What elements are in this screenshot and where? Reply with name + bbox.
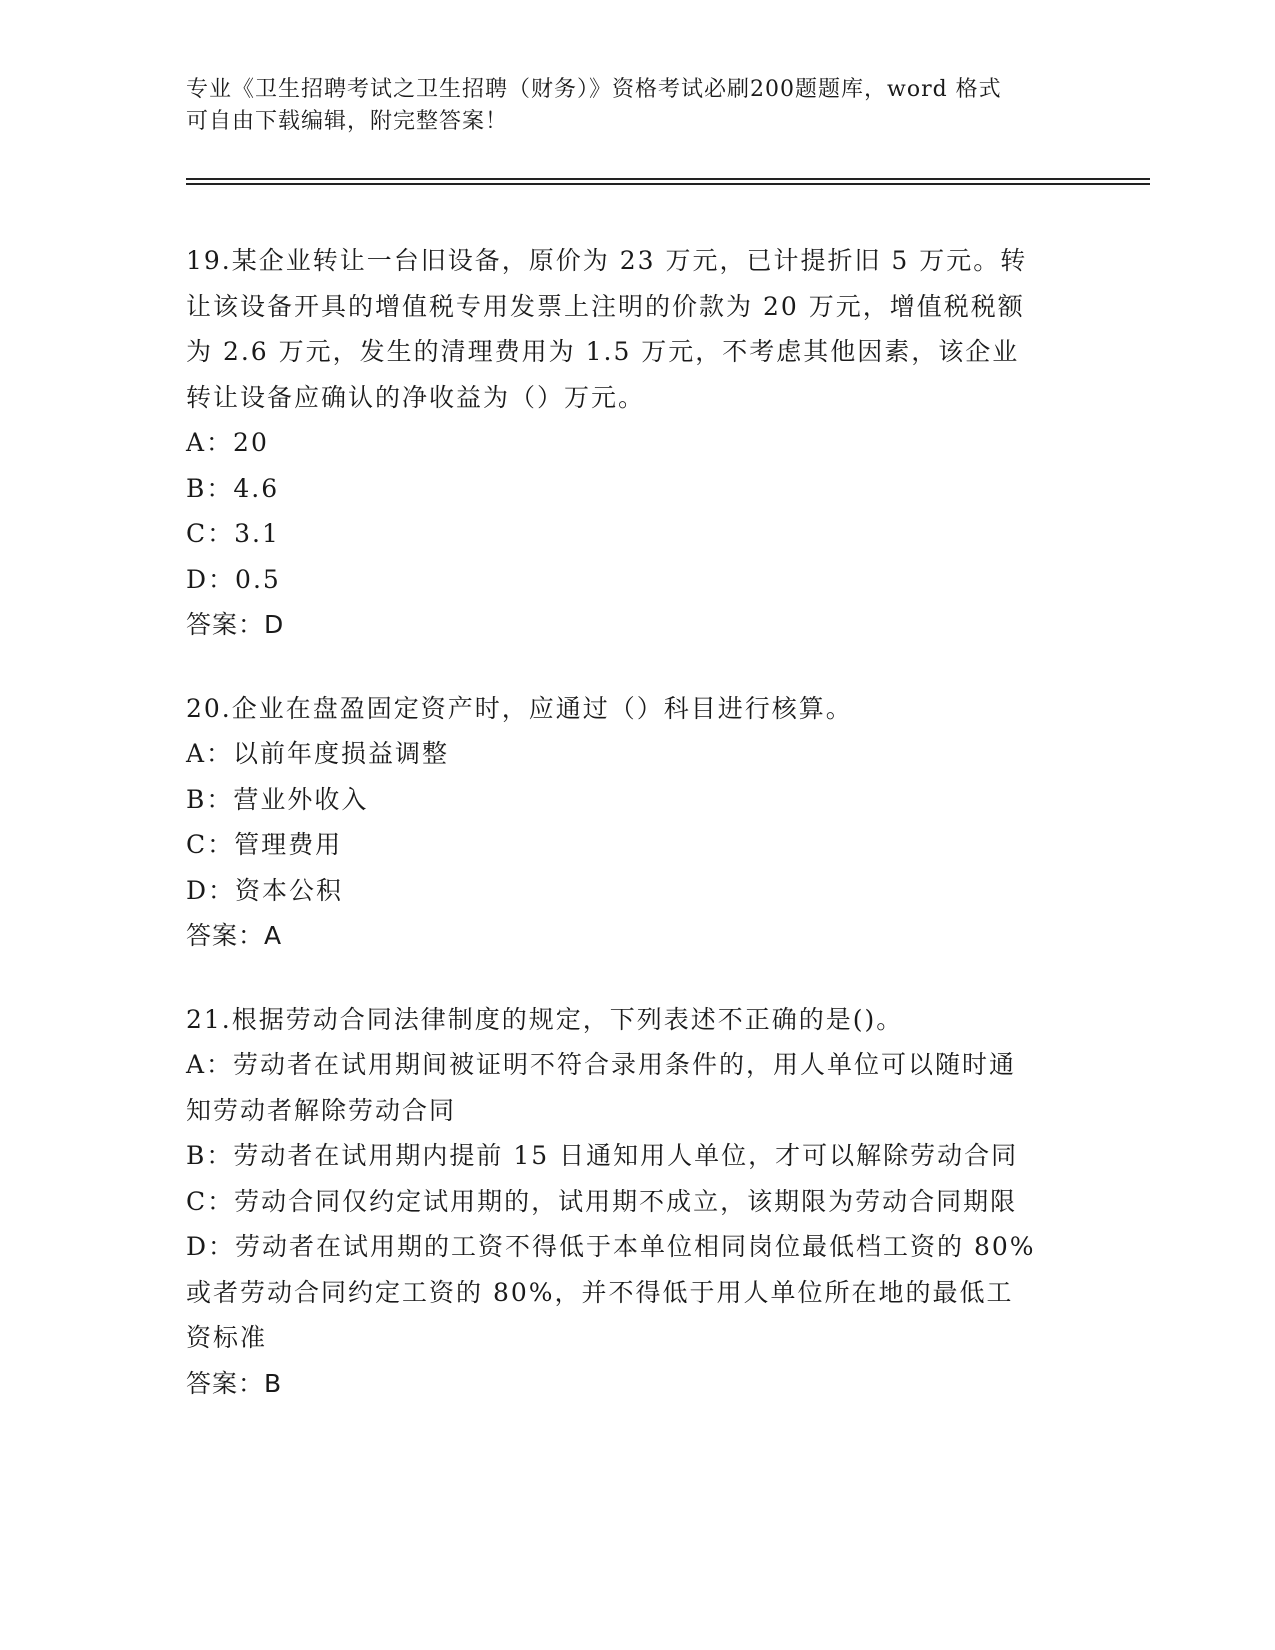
document-header	[186, 74, 1086, 138]
question-list	[186, 238, 1086, 1444]
option-b: B：营业外收入	[186, 784, 369, 814]
option-c: C：管理费用	[186, 830, 343, 859]
option-d-line-3: 资标准	[186, 1323, 268, 1352]
question-text-line: 19.某企业转让一台旧设备，原价为 23 万元，已计提折旧 5 万元。转	[186, 246, 1028, 275]
option-b: B：劳动者在试用期内提前 15 日通知用人单位，才可以解除劳动合同	[186, 1141, 1019, 1170]
question-21	[186, 997, 1086, 1407]
option-b: B：4.6	[186, 473, 280, 503]
answer-label: 答案：A	[186, 921, 283, 950]
question-20	[186, 686, 1086, 959]
question-text-line: 转让设备应确认的净收益为（）万元。	[186, 382, 646, 412]
option-d-line-1: D：劳动者在试用期的工资不得低于本单位相同岗位最低档工资的 80%	[186, 1232, 1036, 1261]
answer-label: 答案：B	[186, 1368, 283, 1398]
header-line-1: 专业《卫生招聘考试之卫生招聘（财务）》资格考试必刷200题题库，word 格式	[186, 77, 1002, 102]
option-d: D：0.5	[186, 564, 281, 594]
question-text-line: 20.企业在盘盈固定资产时，应通过（）科目进行核算。	[186, 693, 853, 723]
header-rule-thick	[186, 178, 1150, 180]
option-c: C：劳动合同仅约定试用期的，试用期不成立，该期限为劳动合同期限	[186, 1186, 1018, 1216]
question-text-line: 为 2.6 万元，发生的清理费用为 1.5 万元，不考虑其他因素，该企业	[186, 337, 1020, 366]
option-a: A：以前年度损益调整	[186, 739, 450, 768]
option-d: D：资本公积	[186, 875, 344, 905]
header-line-2: 可自由下载编辑，附完整答案！	[186, 109, 509, 134]
question-19	[186, 238, 1086, 648]
option-a: A：20	[186, 428, 269, 457]
option-d-line-2: 或者劳动合同约定工资的 80%，并不得低于用人单位所在地的最低工	[186, 1277, 1014, 1307]
answer-label: 答案：D	[186, 610, 285, 639]
option-a-line-1: A：劳动者在试用期间被证明不符合录用条件的，用人单位可以随时通	[186, 1050, 1017, 1079]
question-text-line: 让该设备开具的增值税专用发票上注明的价款为 20 万元，增值税税额	[186, 291, 1025, 321]
option-a-line-2: 知劳动者解除劳动合同	[186, 1095, 457, 1125]
header-rule-thin	[186, 183, 1150, 185]
question-text-line: 21.根据劳动合同法律制度的规定，下列表述不正确的是()。	[186, 1004, 904, 1034]
option-c: C：3.1	[186, 519, 280, 548]
